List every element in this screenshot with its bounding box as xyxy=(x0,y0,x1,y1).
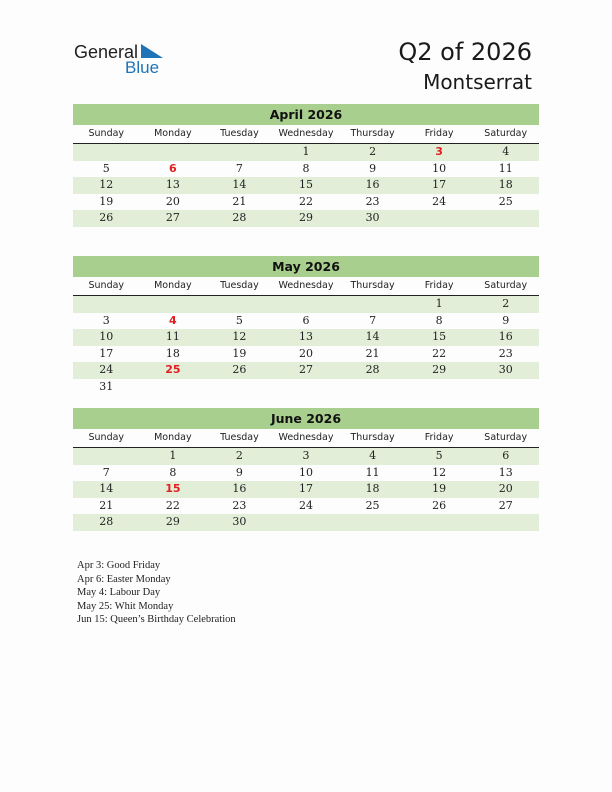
date-cell: 17 xyxy=(298,482,313,496)
date-cell xyxy=(339,514,406,531)
weekday-name: Tuesday xyxy=(220,128,259,139)
weekday-name: Monday xyxy=(154,432,192,443)
country-subtitle: Montserrat xyxy=(423,70,532,94)
date-cell xyxy=(73,296,140,313)
date-cell xyxy=(206,296,273,313)
weekday-name: Friday xyxy=(424,128,454,139)
week-row xyxy=(73,144,539,161)
weekday-header-row xyxy=(73,125,539,144)
date-cell: 27 xyxy=(165,211,180,225)
holiday-list xyxy=(77,559,236,627)
week-row xyxy=(73,177,539,194)
date-cell xyxy=(273,296,340,313)
date-cell: 16 xyxy=(498,330,513,344)
date-cell xyxy=(339,296,406,313)
weekday-name: Sunday xyxy=(88,432,125,443)
date-cell: 25 xyxy=(365,498,380,512)
date-cell: 9 xyxy=(235,465,243,479)
date-cell xyxy=(206,379,273,396)
date-cell: 8 xyxy=(169,465,177,479)
month-calendar-april xyxy=(73,104,539,227)
weekday-name: Wednesday xyxy=(278,280,334,291)
weekday-name: Friday xyxy=(424,280,454,291)
date-cell: 7 xyxy=(235,161,243,175)
date-cell: 30 xyxy=(365,211,380,225)
date-cell: 1 xyxy=(169,449,177,462)
week-row xyxy=(73,329,539,346)
holiday-entry: Apr 3: Good Friday xyxy=(77,560,161,571)
date-cell xyxy=(273,379,340,396)
date-cell: 1 xyxy=(435,297,443,310)
date-cell xyxy=(73,448,140,465)
date-cell: 28 xyxy=(365,363,380,377)
date-cell: 18 xyxy=(498,178,513,192)
date-cell xyxy=(140,379,207,396)
weekday-name: Friday xyxy=(424,432,454,443)
holiday-entry: May 4: Labour Day xyxy=(77,587,161,598)
date-cell: 7 xyxy=(102,465,110,479)
date-cell xyxy=(472,210,539,227)
date-cell: 5 xyxy=(435,449,443,462)
date-cell xyxy=(406,514,473,531)
date-cell: 21 xyxy=(99,498,114,512)
date-cell: 2 xyxy=(369,145,377,158)
date-cell: 20 xyxy=(298,346,313,360)
date-cell: 23 xyxy=(232,498,247,512)
date-cell: 29 xyxy=(165,515,180,529)
weekday-header-row xyxy=(73,277,539,296)
date-cell xyxy=(406,210,473,227)
holiday-entry: Jun 15: Queen’s Birthday Celebration xyxy=(77,614,236,625)
weekday-name: Tuesday xyxy=(220,280,259,291)
date-cell: 20 xyxy=(498,482,513,496)
date-cell xyxy=(339,379,406,396)
date-cell: 3 xyxy=(102,313,110,327)
date-cell xyxy=(140,144,207,161)
date-cell: 2 xyxy=(235,449,243,462)
date-cell: 17 xyxy=(99,346,114,360)
date-cell: 5 xyxy=(235,313,243,327)
date-cell: 12 xyxy=(432,465,447,479)
date-cell: 12 xyxy=(232,330,247,344)
date-cell: 23 xyxy=(498,346,513,360)
date-cell: 14 xyxy=(232,178,247,192)
date-cell: 14 xyxy=(99,482,114,496)
date-cell: 30 xyxy=(498,363,513,377)
date-cell: 17 xyxy=(432,178,447,192)
weekday-name: Monday xyxy=(154,280,192,291)
date-cell: 16 xyxy=(365,178,380,192)
weekday-name: Thursday xyxy=(350,128,395,139)
month-title: June 2026 xyxy=(73,408,539,429)
month-title: April 2026 xyxy=(73,104,539,125)
date-cell: 18 xyxy=(165,346,180,360)
date-cell: 9 xyxy=(502,313,510,327)
date-cell: 29 xyxy=(432,363,447,377)
holiday-date-cell: 4 xyxy=(169,313,177,327)
weekday-name: Thursday xyxy=(350,280,395,291)
date-cell: 22 xyxy=(432,346,447,360)
page-title: Q2 of 2026 xyxy=(398,38,532,66)
date-cell: 24 xyxy=(432,194,447,208)
weekday-name: Monday xyxy=(154,128,192,139)
date-cell: 6 xyxy=(302,313,310,327)
date-cell: 22 xyxy=(298,194,313,208)
date-cell: 28 xyxy=(232,211,247,225)
date-cell: 26 xyxy=(99,211,114,225)
date-cell: 6 xyxy=(502,449,510,462)
weekday-name: Saturday xyxy=(484,128,528,139)
date-cell xyxy=(206,144,273,161)
holiday-entry: Apr 6: Easter Monday xyxy=(77,573,171,585)
week-row xyxy=(73,514,539,531)
weekday-name: Wednesday xyxy=(278,432,334,443)
weekday-header-row xyxy=(73,429,539,448)
date-cell: 8 xyxy=(435,313,443,327)
date-cell: 9 xyxy=(369,161,377,175)
weekday-name: Sunday xyxy=(88,280,125,291)
date-cell: 11 xyxy=(165,330,180,344)
date-cell: 30 xyxy=(232,515,247,529)
date-cell: 15 xyxy=(298,178,313,192)
date-cell: 1 xyxy=(302,145,310,158)
holiday-date-cell: 25 xyxy=(165,363,181,377)
date-cell: 3 xyxy=(302,449,310,462)
date-cell: 19 xyxy=(99,194,114,208)
weekday-name: Thursday xyxy=(350,432,395,443)
week-row xyxy=(73,481,539,498)
date-cell: 19 xyxy=(232,346,247,360)
weekday-name: Saturday xyxy=(484,280,528,291)
date-cell: 10 xyxy=(432,161,447,175)
logo xyxy=(74,42,174,78)
month-calendar-may xyxy=(73,256,539,396)
date-cell: 31 xyxy=(99,379,114,393)
date-cell: 22 xyxy=(165,498,180,512)
week-row xyxy=(73,296,539,313)
week-row xyxy=(73,313,539,330)
date-cell: 13 xyxy=(498,465,513,479)
date-cell: 13 xyxy=(165,178,180,192)
weekday-name: Wednesday xyxy=(278,128,334,139)
date-cell: 21 xyxy=(365,346,380,360)
date-cell xyxy=(273,514,340,531)
date-cell: 26 xyxy=(432,498,447,512)
week-row xyxy=(73,448,539,465)
logo-blue-text: Blue xyxy=(125,58,160,77)
date-cell: 14 xyxy=(365,330,380,344)
date-cell: 24 xyxy=(298,498,313,512)
date-cell: 13 xyxy=(298,330,313,344)
date-cell: 2 xyxy=(502,297,510,310)
date-cell: 24 xyxy=(99,363,114,377)
month-calendar-june xyxy=(73,408,539,531)
date-cell: 25 xyxy=(498,194,513,208)
date-cell: 27 xyxy=(298,363,313,377)
date-cell: 23 xyxy=(365,194,380,208)
date-cell: 7 xyxy=(369,313,377,327)
date-cell: 19 xyxy=(432,482,447,496)
month-title: May 2026 xyxy=(73,256,539,277)
week-row xyxy=(73,161,539,178)
date-cell: 26 xyxy=(232,363,247,377)
date-cell: 28 xyxy=(99,515,114,529)
date-cell xyxy=(406,379,473,396)
holiday-entry: May 25: Whit Monday xyxy=(77,600,174,612)
week-row xyxy=(73,346,539,363)
date-cell: 29 xyxy=(298,211,313,225)
date-cell: 5 xyxy=(102,161,110,175)
date-cell: 27 xyxy=(498,498,513,512)
holiday-date-cell: 3 xyxy=(435,145,443,158)
date-cell: 12 xyxy=(99,178,114,192)
date-cell: 4 xyxy=(502,145,510,158)
date-cell xyxy=(140,296,207,313)
date-cell xyxy=(472,514,539,531)
date-cell: 11 xyxy=(365,465,380,479)
date-cell: 8 xyxy=(302,161,310,175)
weekday-name: Tuesday xyxy=(220,432,259,443)
date-cell: 21 xyxy=(232,194,247,208)
date-cell xyxy=(472,379,539,396)
week-row xyxy=(73,362,539,379)
date-cell: 20 xyxy=(165,194,180,208)
weekday-name: Saturday xyxy=(484,432,528,443)
weekday-name: Sunday xyxy=(88,128,125,139)
date-cell: 4 xyxy=(369,449,377,462)
week-row xyxy=(73,465,539,482)
date-cell: 16 xyxy=(232,482,247,496)
logo-general-text: General xyxy=(74,42,139,62)
date-cell: 10 xyxy=(298,465,313,479)
holiday-date-cell: 6 xyxy=(169,161,177,175)
week-row xyxy=(73,498,539,515)
holiday-date-cell: 15 xyxy=(165,482,181,496)
week-row xyxy=(73,379,539,396)
date-cell: 11 xyxy=(498,161,513,175)
week-row xyxy=(73,194,539,211)
date-cell: 18 xyxy=(365,482,380,496)
date-cell xyxy=(73,144,140,161)
date-cell: 15 xyxy=(432,330,447,344)
date-cell: 10 xyxy=(99,330,114,344)
week-row xyxy=(73,210,539,227)
